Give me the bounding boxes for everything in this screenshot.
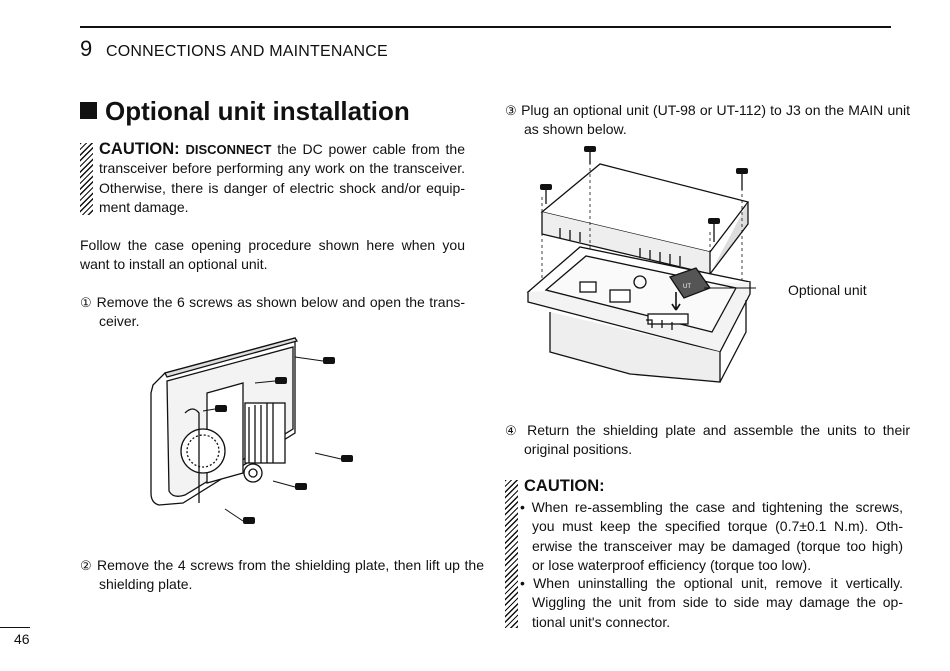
header-rule — [80, 26, 891, 28]
section-title-text: Optional unit installation — [105, 96, 410, 126]
caution-hatch-icon — [80, 143, 93, 215]
caution-text: the DC power cable from the transceiver before performing any work on the transceiver. Otherwise, there is danger of electric shock and/or equip-ment damage. — [99, 141, 465, 215]
figure-transceiver-rear — [145, 333, 365, 533]
caution2-bullet-2: • When uninstalling the optional unit, remove it vertically. Wiggling the unit from side to side may damage the op-tional unit's connector. — [520, 575, 903, 630]
step-3-text: Plug an optional unit (UT-98 or UT-112) to J3 on the MAIN unit as shown below. — [521, 102, 911, 138]
step-1-text: Remove the 6 screws as shown below and open the trans-ceiver. — [96, 294, 466, 330]
step-3 — [505, 101, 910, 140]
caution-label: CAUTION: — [99, 140, 180, 158]
caution-paragraph — [99, 140, 465, 217]
step-1 — [80, 293, 465, 332]
step-3-number: ③ — [505, 103, 517, 118]
step-4-number: ④ — [505, 423, 520, 438]
chip-label: UT — [683, 284, 691, 290]
optional-unit-callout: Optional unit — [788, 282, 867, 298]
step-4 — [505, 421, 910, 460]
page-number: 46 — [14, 631, 30, 647]
page-number-rule — [0, 627, 30, 628]
step-4-text: Return the shielding plate and assemble the units to their original positions. — [524, 422, 910, 458]
intro-paragraph: Follow the case opening procedure shown here when you want to install an optional unit. — [80, 237, 465, 273]
step-2 — [80, 556, 484, 595]
figure-optional-unit — [520, 142, 760, 404]
step-1-number: ① — [80, 295, 93, 310]
section-title — [80, 96, 410, 127]
caution-keyword: DISCONNECT — [185, 142, 272, 157]
step-2-number: ② — [80, 558, 93, 573]
square-bullet-icon — [80, 102, 97, 119]
chapter-number: 9 — [80, 36, 93, 61]
caution2-hatch-icon — [505, 480, 518, 628]
chapter-title: CONNECTIONS AND MAINTENANCE — [106, 43, 388, 60]
caution2-bullet-1: • When re-assembling the case and tightening the screws, you must keep the specified torque (0.7±0.1 N.m). Oth-erwise the transceiver may be damaged (torque too high) or lose waterproof efficiency (torque too low). — [520, 499, 903, 573]
caution2-label: CAUTION: — [524, 477, 605, 495]
step-2-text: Remove the 4 screws from the shielding plate, then lift up the shielding plate. — [97, 557, 485, 593]
